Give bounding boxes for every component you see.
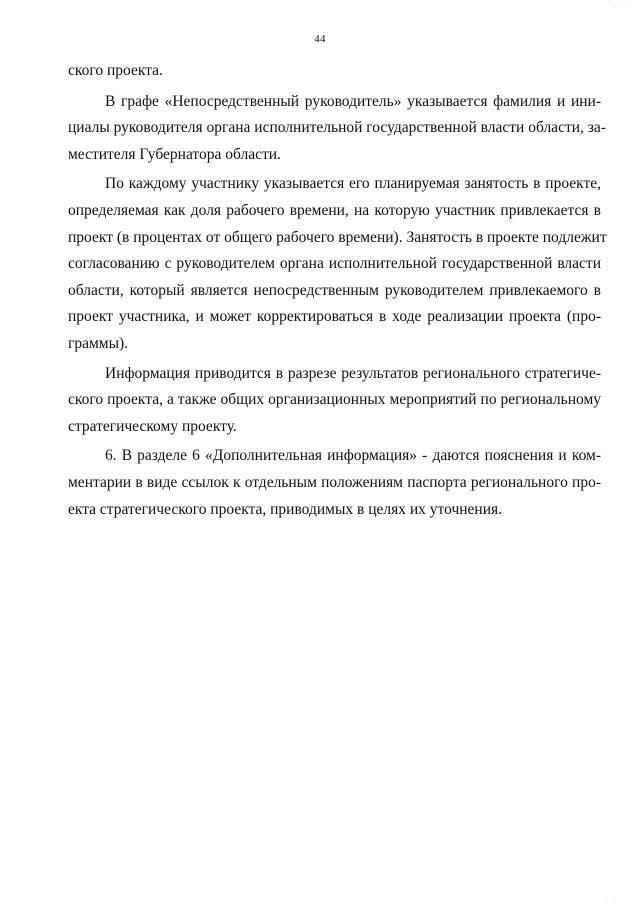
paragraph-section-6 xyxy=(68,443,601,523)
text-line: определяемая как доля рабочего времени, на которую участник привлекается в xyxy=(68,201,601,219)
text-line: проект (в процентах от общего рабочего времени). Занятость в проекте подлежит xyxy=(68,228,607,246)
text-line: области, который является непосредственным руководителем привлекаемого в xyxy=(68,281,601,299)
text-line: В графе «Непосредственный руководитель» указывается фамилия и ини- xyxy=(105,92,601,110)
text-line: ментарии в виде ссылок к отдельным положениям паспорта регионального про- xyxy=(68,473,601,491)
paragraph-participant-workload xyxy=(68,171,607,357)
paragraph-continuation xyxy=(68,58,601,85)
page-number: 44 xyxy=(314,33,326,45)
paragraph-information xyxy=(68,361,601,441)
document-body xyxy=(68,58,607,523)
text-line: проект участника, и может корректироваться в ходе реализации проекта (про- xyxy=(68,308,601,326)
text-line: граммы). xyxy=(68,334,129,352)
paragraph-supervisor xyxy=(68,89,606,169)
text-line: ского проекта, а также общих организационных мероприятий по региональному xyxy=(68,391,601,409)
text-line: екта стратегического проекта, приводимых в целях их уточнения. xyxy=(68,500,503,518)
text-line: местителя Губернатора области. xyxy=(68,145,281,163)
text-line: согласованию с руководителем органа исполнительной государственной власти xyxy=(68,255,601,273)
text-line: стратегическому проекту. xyxy=(68,417,237,435)
text-line: По каждому участнику указывается его планируемая занятость в проекте, xyxy=(105,175,601,193)
text-line: циалы руководителя органа исполнительной государственной власти области, за- xyxy=(68,119,606,137)
scan-mark-top: · · · xyxy=(609,0,630,6)
text-line: ского проекта. xyxy=(68,62,163,79)
text-line: 6. В разделе 6 «Дополнительная информация» - даются пояснения и ком- xyxy=(105,447,601,465)
scan-mark-bottom: · · xyxy=(605,895,618,903)
text-line: Информация приводится в разрезе результатов регионального стратегиче- xyxy=(105,364,601,382)
